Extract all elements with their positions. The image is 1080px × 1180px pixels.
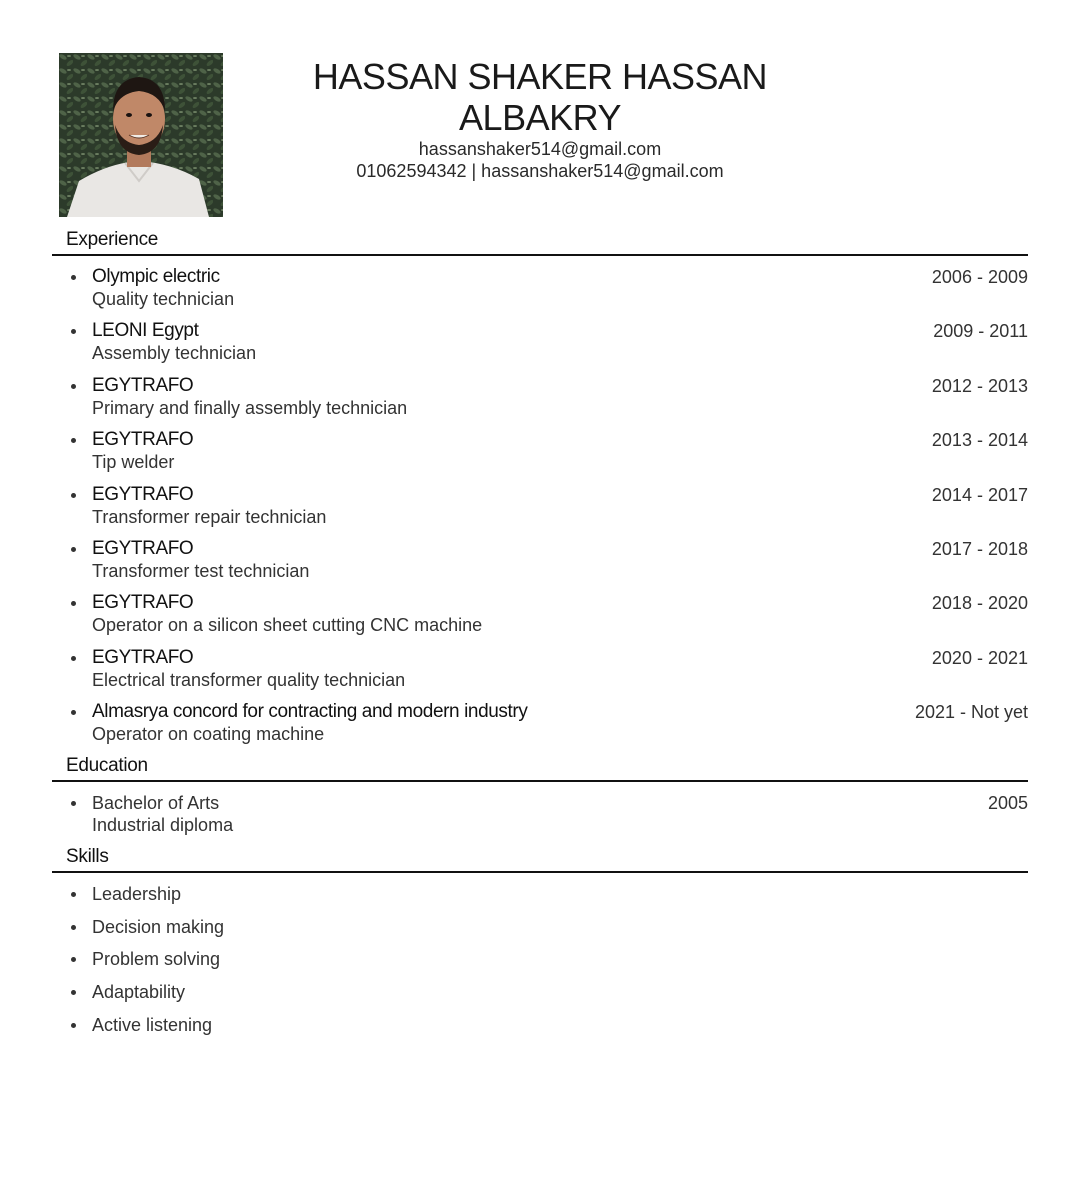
experience-heading: Experience (66, 229, 159, 250)
experience-company: Almasrya concord for contracting and modern industry (92, 701, 528, 722)
profile-photo (59, 53, 223, 217)
experience-item (52, 375, 1028, 421)
experience-company: EGYTRAFO (92, 484, 194, 505)
experience-item (52, 701, 1028, 747)
experience-item (52, 320, 1028, 366)
experience-role: Operator on coating machine (92, 724, 325, 744)
experience-company: EGYTRAFO (92, 375, 194, 396)
skill-label: Adaptability (92, 982, 186, 1002)
experience-dates: 2013 - 2014 (931, 430, 1028, 450)
bullet-icon (71, 925, 76, 930)
experience-company: EGYTRAFO (92, 647, 194, 668)
skill-item (52, 981, 652, 1005)
experience-dates: 2012 - 2013 (931, 376, 1028, 396)
experience-role: Primary and finally assembly technician (92, 398, 408, 418)
experience-dates: 2017 - 2018 (931, 539, 1028, 559)
experience-dates: 2006 - 2009 (931, 267, 1028, 287)
education-item (52, 792, 1028, 838)
bullet-icon (71, 493, 76, 498)
bullet-icon (71, 384, 76, 389)
experience-company: EGYTRAFO (92, 538, 194, 559)
experience-item (52, 266, 1028, 312)
bullet-icon (71, 656, 76, 661)
experience-company: EGYTRAFO (92, 429, 194, 450)
experience-item (52, 429, 1028, 475)
contact-email: hassanshaker514@gmail.com (418, 139, 662, 159)
bullet-icon (71, 710, 76, 715)
bullet-icon (71, 547, 76, 552)
experience-item (52, 592, 1028, 638)
skill-item (52, 883, 652, 907)
experience-company: LEONI Egypt (92, 320, 199, 341)
skills-divider (52, 871, 1028, 873)
experience-role: Transformer test technician (92, 561, 310, 581)
candidate-name (290, 56, 790, 138)
experience-dates: 2018 - 2020 (931, 593, 1028, 613)
experience-company: Olympic electric (92, 266, 220, 287)
experience-dates: 2020 - 2021 (931, 648, 1028, 668)
experience-item (52, 484, 1028, 530)
education-heading: Education (66, 755, 148, 776)
skill-item (52, 916, 652, 940)
experience-role: Operator on a silicon sheet cutting CNC machine (92, 615, 483, 635)
bullet-icon (71, 1023, 76, 1028)
bullet-icon (71, 275, 76, 280)
experience-dates: 2021 - Not yet (914, 702, 1028, 722)
experience-role: Assembly technician (92, 343, 257, 363)
name-line-1: HASSAN SHAKER HASSAN (312, 56, 768, 97)
skill-label: Leadership (92, 884, 182, 904)
contact-phone-email: 01062594342 | hassanshaker514@gmail.com (356, 161, 724, 181)
skills-heading: Skills (66, 846, 109, 867)
bullet-icon (71, 957, 76, 962)
experience-company: EGYTRAFO (92, 592, 194, 613)
experience-role: Electrical transformer quality technician (92, 670, 406, 690)
bullet-icon (71, 601, 76, 606)
education-detail: Industrial diploma (92, 815, 234, 835)
experience-role: Tip welder (92, 452, 175, 472)
skill-label: Problem solving (92, 949, 221, 969)
experience-role: Quality technician (92, 289, 235, 309)
name-line-2: ALBAKRY (459, 97, 621, 138)
education-divider (52, 780, 1028, 782)
skill-label: Decision making (92, 917, 225, 937)
skill-item (52, 1014, 652, 1038)
bullet-icon (71, 801, 76, 806)
education-dates: 2005 (987, 793, 1028, 813)
bullet-icon (71, 892, 76, 897)
skill-label: Active listening (92, 1015, 213, 1035)
experience-item (52, 538, 1028, 584)
experience-role: Transformer repair technician (92, 507, 327, 527)
bullet-icon (71, 438, 76, 443)
bullet-icon (71, 990, 76, 995)
experience-dates: 2009 - 2011 (933, 321, 1028, 341)
bullet-icon (71, 329, 76, 334)
education-degree: Bachelor of Arts (92, 793, 220, 813)
experience-dates: 2014 - 2017 (931, 485, 1028, 505)
experience-item (52, 647, 1028, 693)
skill-item (52, 948, 652, 972)
experience-divider (52, 254, 1028, 256)
